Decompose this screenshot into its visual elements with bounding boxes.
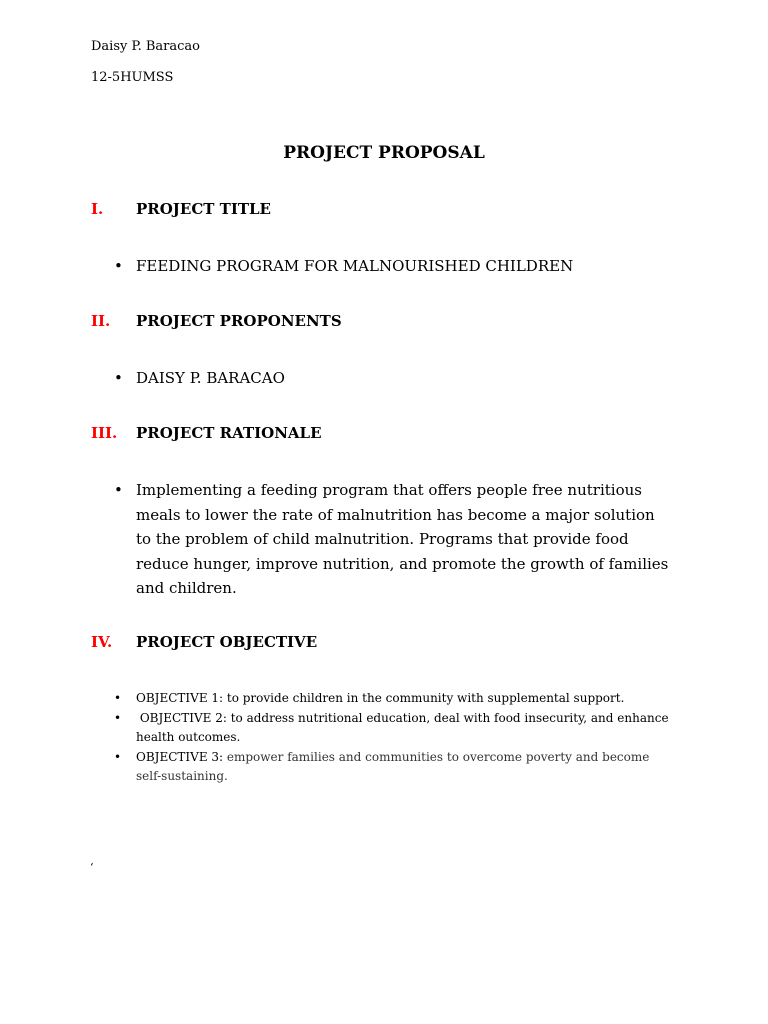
list-item-text — [136, 750, 649, 784]
bullet-icon: • — [114, 749, 122, 764]
section-label: PROJECT PROPONENTS — [136, 312, 342, 330]
objective-prefix: OBJECTIVE 3: — [136, 749, 224, 764]
list-item-text: FEEDING PROGRAM FOR MALNOURISHED CHILDREN — [136, 257, 574, 275]
list-item-text: DAISY P. BARACAO — [136, 369, 285, 387]
bullet-icon: • — [114, 691, 122, 705]
bullet-icon: • — [114, 710, 122, 725]
list-item — [113, 478, 673, 601]
stray-mark: ‘ — [90, 861, 94, 874]
bullet-icon: • — [114, 369, 123, 387]
section-number: IV. — [91, 633, 113, 651]
list-item — [113, 709, 673, 748]
list-item-text: OBJECTIVE 2: to address nutritional education, deal with food insecurity, and enhance health outcomes. — [136, 710, 673, 744]
bullet-list — [113, 366, 673, 391]
class-section: 12-5HUMSS — [91, 70, 174, 85]
section-label: PROJECT RATIONALE — [136, 424, 322, 442]
section-label: PROJECT OBJECTIVE — [136, 633, 318, 651]
list-item-text: OBJECTIVE 1: to provide children in the community with supplemental support. — [136, 691, 625, 705]
section-label: PROJECT TITLE — [136, 200, 271, 218]
author-name: Daisy P. Baracao — [91, 39, 200, 54]
section-number: II. — [91, 312, 111, 330]
list-item-text: Implementing a feeding program that offers people free nutritious meals to lower the rate of malnutrition has become a major solution to the problem of child malnutrition. Programs that provide food reduce hunger, improve nutrition, and promote the growth of families and children. — [136, 481, 669, 597]
bullet-list — [113, 478, 673, 601]
section-number: III. — [91, 424, 118, 442]
list-item — [113, 748, 673, 787]
bullet-icon: • — [114, 257, 123, 275]
list-item — [113, 366, 673, 391]
bullet-list — [113, 254, 673, 279]
section-number: I. — [91, 200, 104, 218]
document-title: PROJECT PROPOSAL — [283, 143, 485, 163]
list-item — [113, 689, 673, 709]
bullet-list — [113, 689, 673, 787]
bullet-icon: • — [114, 481, 123, 499]
list-item — [113, 254, 673, 279]
objective-text: empower families and communities to overcome poverty and become self-sustaining. — [136, 749, 650, 783]
